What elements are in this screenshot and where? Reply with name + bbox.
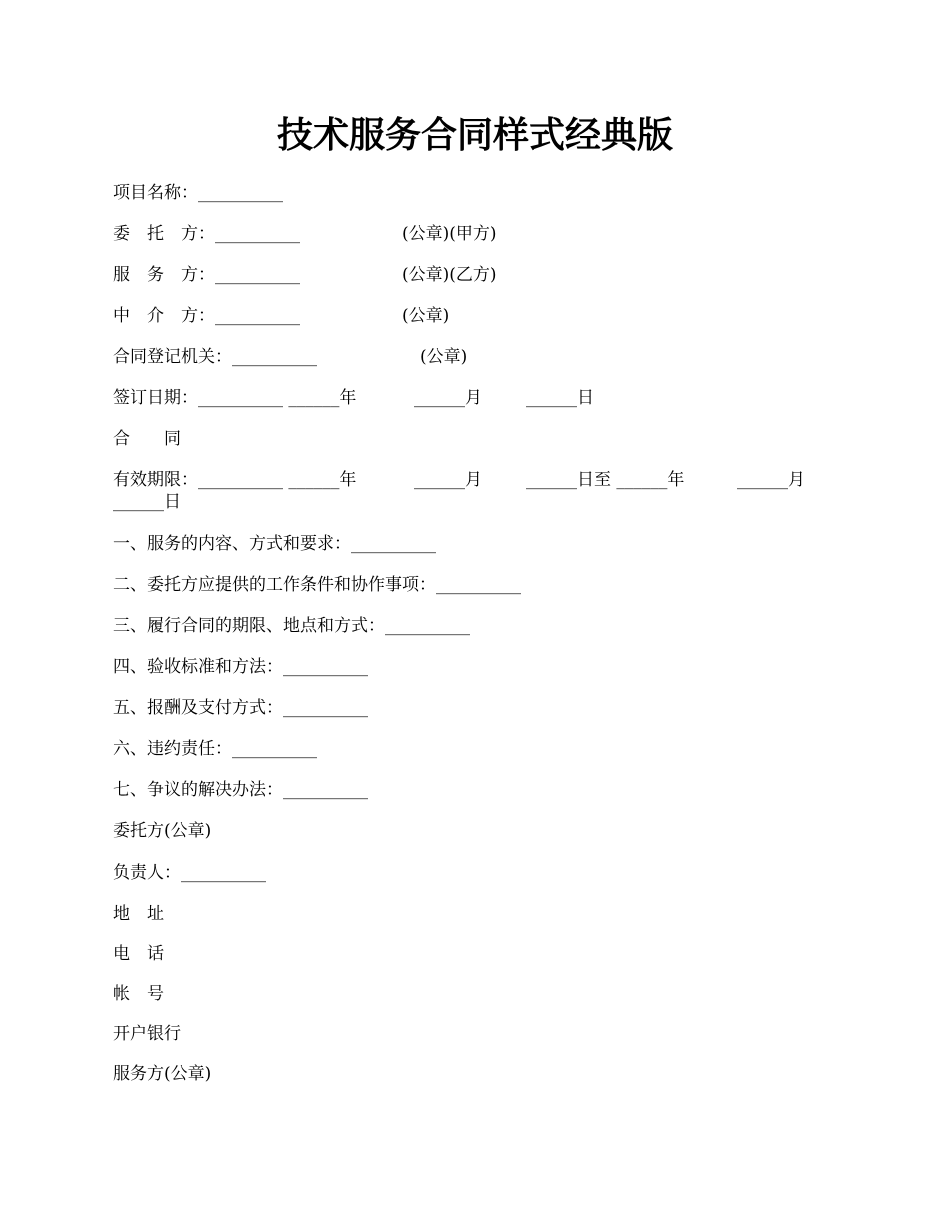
phone-label: 电 话 xyxy=(113,944,164,964)
clause-3 xyxy=(113,615,470,637)
clause-1 xyxy=(113,533,436,555)
provider-seal: (公章)(乙方) xyxy=(402,265,497,285)
end-month-label: 月 xyxy=(788,470,805,490)
clause-5 xyxy=(113,697,368,719)
project-name-blank[interactable]: __________ xyxy=(198,183,283,203)
start-day-blank[interactable]: ______ xyxy=(526,470,577,490)
registry-blank[interactable]: __________ xyxy=(232,347,317,367)
client-seal: (公章)(甲方) xyxy=(402,224,497,244)
clause-4-label: 四、验收标准和方法： xyxy=(113,657,283,677)
validity-line xyxy=(113,469,833,512)
client-label: 委 托 方： xyxy=(113,224,215,244)
start-year-blank[interactable]: ______ xyxy=(288,470,340,490)
clause-4-blank[interactable]: __________ xyxy=(283,657,368,677)
clause-5-label: 五、报酬及支付方式： xyxy=(113,698,283,718)
provider-blank[interactable]: __________ xyxy=(215,265,300,285)
clause-7 xyxy=(113,779,368,801)
address-label: 地 址 xyxy=(113,904,164,924)
clause-2-blank[interactable]: __________ xyxy=(436,575,521,595)
responsible-blank[interactable]: __________ xyxy=(181,863,266,883)
responsible-line xyxy=(113,862,266,884)
sign-date-label: 签订日期： xyxy=(113,388,198,408)
clause-1-blank[interactable]: __________ xyxy=(351,534,436,554)
account-label: 帐 号 xyxy=(113,984,164,1004)
clause-4 xyxy=(113,656,368,678)
clause-6 xyxy=(113,738,317,760)
end-year-label: 年 xyxy=(667,470,685,490)
clause-7-blank[interactable]: __________ xyxy=(283,780,368,800)
provider-seal-label: 服务方(公章) xyxy=(113,1064,212,1084)
clause-3-label: 三、履行合同的期限、地点和方式： xyxy=(113,616,385,636)
agent-blank[interactable]: __________ xyxy=(215,306,300,326)
clause-6-label: 六、违约责任： xyxy=(113,739,232,759)
project-name-line xyxy=(113,182,283,204)
provider-line xyxy=(113,264,497,286)
agent-seal: (公章) xyxy=(402,306,450,326)
contract-label: 合 同 xyxy=(113,429,181,449)
clause-6-blank[interactable]: __________ xyxy=(232,739,317,759)
client-blank[interactable]: __________ xyxy=(215,224,300,244)
clause-3-blank[interactable]: __________ xyxy=(385,616,470,636)
sign-day-blank[interactable]: ______ xyxy=(526,388,577,408)
registry-line xyxy=(113,346,468,368)
sign-year-label: 年 xyxy=(339,388,357,408)
clause-2-label: 二、委托方应提供的工作条件和协作事项： xyxy=(113,575,436,595)
agent-label: 中 介 方： xyxy=(113,306,215,326)
provider-label: 服 务 方： xyxy=(113,265,215,285)
clause-7-label: 七、争议的解决办法： xyxy=(113,780,283,800)
sign-month-blank[interactable]: ______ xyxy=(414,388,465,408)
bank-label: 开户银行 xyxy=(113,1024,181,1044)
end-month-blank[interactable]: ______ xyxy=(737,470,788,490)
registry-seal: (公章) xyxy=(420,347,468,367)
document-title: 技术服务合同样式经典版 xyxy=(276,115,673,156)
end-day-blank[interactable]: ______ xyxy=(113,492,164,512)
responsible-label: 负责人： xyxy=(113,863,181,883)
sign-day-label: 日 xyxy=(577,388,594,408)
start-month-label: 月 xyxy=(465,470,482,490)
sign-year-blank[interactable]: ______ xyxy=(288,388,340,408)
end-year-blank[interactable]: ______ xyxy=(616,470,668,490)
validity-blank[interactable]: __________ xyxy=(198,470,283,490)
sign-date-blank[interactable]: __________ xyxy=(198,388,283,408)
end-day-label: 日 xyxy=(164,492,181,512)
clause-5-blank[interactable]: __________ xyxy=(283,698,368,718)
day-to-label: 日至 xyxy=(577,470,611,490)
sign-date-line xyxy=(113,387,594,409)
start-month-blank[interactable]: ______ xyxy=(414,470,465,490)
agent-line xyxy=(113,305,450,327)
clause-1-label: 一、服务的内容、方式和要求： xyxy=(113,534,351,554)
sign-month-label: 月 xyxy=(465,388,482,408)
client-line xyxy=(113,223,497,245)
clause-2 xyxy=(113,574,521,596)
client-seal-label: 委托方(公章) xyxy=(113,821,212,841)
project-name-label: 项目名称： xyxy=(113,183,198,203)
validity-label: 有效期限： xyxy=(113,470,198,490)
registry-label: 合同登记机关： xyxy=(113,347,232,367)
start-year-label: 年 xyxy=(339,470,357,490)
